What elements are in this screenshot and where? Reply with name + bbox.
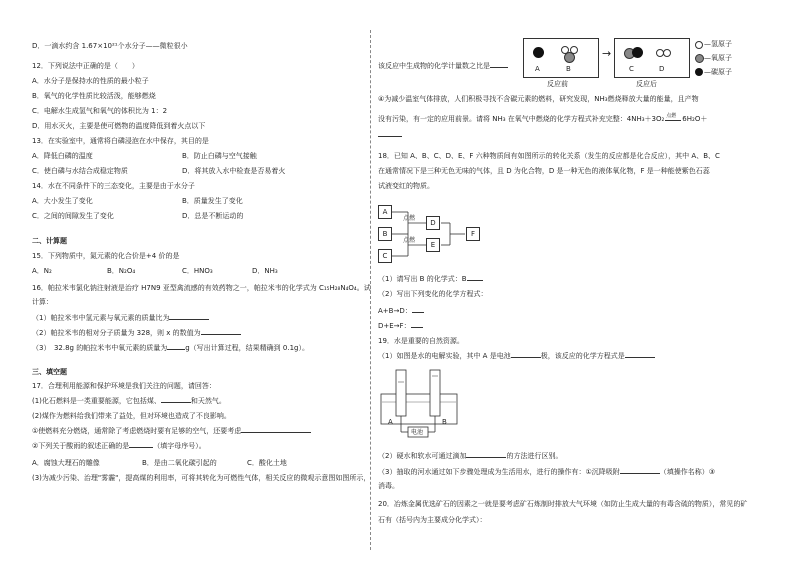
q19-sub3-tail: 消毒。	[378, 482, 399, 490]
answer-blank[interactable]	[241, 432, 311, 433]
q12-option-c: C．电解水生成氢气和氧气的体积比为 1：2	[32, 107, 168, 115]
q12-option-b: B．氧气的化学性质比较活泼，能够燃烧	[32, 92, 156, 100]
q18-sub2: （2）写出下列变化的化学方程式：	[378, 290, 488, 298]
answer-blank[interactable]	[412, 312, 424, 313]
q19-sub3: （3）抽取的河水通过如下步骤处理成为生活用水，进行的操作有：①沉降吸附 （填操作名称）③	[378, 468, 716, 476]
answer-blank[interactable]	[129, 447, 153, 448]
q12-option-d: D．用水灭火，主要是使可燃物的温度降低到着火点以下	[32, 122, 206, 130]
q13-stem: 13．在实验室中，通常将白磷浸泡在水中保存，其目的是	[32, 137, 209, 145]
battery-label: 电池	[411, 429, 424, 436]
molecule-label-d: D	[659, 65, 665, 73]
q14-option-c: C．之间的间隙发生了变化	[32, 212, 114, 220]
arrow-icon: →	[602, 47, 612, 60]
answer-blank[interactable]	[411, 327, 423, 328]
molecule-label-a: A	[535, 65, 540, 73]
q16-sub2: （2）帕拉米韦的相对分子质量为 328，则 x 的数值为	[32, 329, 241, 338]
q17-sub2b: ②下列关于酸雨的叙述正确的是 （填字母序号）。	[32, 442, 206, 450]
q17-sub2a: ①使燃料充分燃烧，通常除了考虑燃烧时要有足够的空气，还要考虑	[32, 427, 311, 436]
flow-node-f: F	[466, 227, 480, 241]
q14-stem: 14．水在不同条件下的三态变化，主要是由于水分子	[32, 182, 195, 190]
legend-oxygen: —氧原子	[704, 54, 732, 62]
q18-stem-2: 在通常情况下是三种无色无味的气体，且 D 为化合物，D 是一种无色的液体氧化物，F 是一种能使紫色石蕊	[378, 167, 710, 175]
answer-blank[interactable]	[625, 357, 655, 358]
molecule-label-c: C	[629, 65, 634, 73]
reaction-ratio-question: 该反应中生成物的化学计量数之比是	[378, 62, 508, 71]
oxygen-legend-icon	[695, 54, 704, 63]
answer-blank[interactable]	[201, 334, 241, 335]
q15-option-b: B．N₂O₄	[107, 267, 136, 275]
q18-stem: 18．已知 A、B、C、D、E、F 六种物质间有如图所示的转化关系（发生的反应都是化合反应），其中 A、B、C	[378, 152, 720, 160]
q14-option-d: D．总是不断运动的	[182, 212, 244, 220]
q14-option-a: A．大小发生了变化	[32, 197, 93, 205]
q18-sub1: （1）请写出 B 的化学式：B	[378, 275, 483, 284]
q19-sub1: （1）如图是水的电解实验，其中 A 是电池 极，该反应的化学方程式是	[378, 352, 655, 361]
q17-sub2: (2)煤作为燃料给我们带来了益处，但对环境也造成了不良影响。	[32, 412, 231, 420]
q20-stem-2: 石有（括号内为主要成分化学式）：	[378, 516, 487, 524]
flow-condition-1: 点燃	[403, 215, 416, 222]
q17-sub2b-option-a: A．腐蚀大理石的雕像	[32, 459, 100, 467]
q18-sub2b: D+E→F：	[378, 322, 423, 331]
q11-option-d: D．一滴水约含 1.67×10²¹个水分子——微粒很小	[32, 42, 188, 50]
conversion-flow-diagram	[378, 198, 498, 270]
answer-blank[interactable]	[169, 319, 209, 320]
q15-option-c: C．HNO₃	[182, 267, 213, 275]
reaction-after-box	[614, 38, 690, 78]
q17-sub2b-option-b: B．是由二氧化碳引起的	[142, 459, 217, 467]
reaction-before-box	[523, 38, 599, 78]
q17-sub4: ④为减少温室气体排放，人们积极寻找不含碳元素的燃料，研究发现，NH₃燃烧释放大量的能量，且产物	[378, 95, 699, 103]
flow-node-a: A	[378, 205, 392, 219]
q13-option-c: C．使白磷与水结合成稳定物质	[32, 167, 128, 175]
hydrogen-legend-icon	[695, 41, 703, 49]
q20-stem: 20．冶炼金属优选矿石的因素之一就是要考虑矿石炼制时排放大气环境（如防止生成大量的有毒含硫的物质），常见的矿	[378, 500, 748, 508]
answer-blank[interactable]	[620, 473, 660, 474]
q16-stem: 16．帕拉米韦氯化钠注射液是治疗 H7N9 亚型禽流感的有效药物之一，帕拉米韦的化学式为 C₁₅H₂₈N₄O₄。试	[32, 284, 371, 292]
q19-stem: 19．水是重要的自然资源。	[378, 337, 464, 345]
hydrogen-atom	[570, 46, 578, 54]
q18-sub2a: A+B→D：	[378, 307, 424, 316]
q16-sub3: （3） 32.8g 的帕拉米韦中氧元素的质量为 g（写出计算过程，结果精确到 0.1g）。	[32, 344, 309, 352]
q12-stem: 12．下列说法中正确的是（ ）	[32, 62, 139, 70]
legend-hydrogen: —氢原子	[704, 40, 732, 48]
answer-blank[interactable]	[161, 402, 191, 403]
flow-node-e: E	[426, 238, 440, 252]
answer-blank[interactable]	[466, 457, 506, 458]
molecule-label-b: B	[566, 65, 571, 73]
legend-carbon: —碳原子	[704, 68, 732, 76]
reaction-before-label: 反应前	[547, 80, 568, 88]
q13-option-d: D．将其放入水中检查是否易着火	[182, 167, 286, 175]
q13-option-b: B．防止白磷与空气接触	[182, 152, 257, 160]
flow-condition-2: 点燃	[403, 237, 416, 244]
answer-blank[interactable]	[167, 349, 185, 350]
electrode-label-b: B	[442, 418, 447, 426]
q15-option-d: D．NH₃	[252, 267, 278, 275]
electrode-label-a: A	[388, 418, 393, 426]
answer-blank[interactable]	[511, 357, 541, 358]
nh3-equation-blank	[378, 131, 402, 140]
carbon-atom	[632, 47, 643, 58]
q17-sub1: (1)化石燃料是一类重要能源，它包括煤、 和天然气。	[32, 397, 226, 405]
answer-blank[interactable]	[490, 67, 508, 68]
q16-stem-2: 计算：	[32, 298, 53, 306]
carbon-legend-icon	[695, 68, 703, 76]
test-tube-a	[396, 370, 406, 416]
q14-option-b: B．质量发生了变化	[182, 197, 243, 205]
hydrogen-atom	[561, 46, 569, 54]
q12-option-a: A．水分子是保持水的性质的最小粒子	[32, 77, 149, 85]
test-tube-b	[430, 370, 440, 416]
reaction-after-label: 反应后	[636, 80, 657, 88]
nh3-equation: 没有污染，有一定的应用前景。请将 NH₃ 在氧气中燃烧的化学方程式补充完整：4NH₃＋3O₂ 点燃 6H₂O＋	[378, 113, 708, 123]
flow-node-b: B	[378, 227, 392, 241]
flow-node-c: C	[378, 249, 392, 263]
q17-sub3: (3)为减少污染、治理"雾霾"，提高煤的利用率，可将其转化为可燃性气体，相关反应的微观示意图如图所示，	[32, 474, 371, 482]
q17-sub2b-option-c: C．酸化土地	[247, 459, 287, 467]
q16-sub1: （1）帕拉米韦中氢元素与氧元素的质量比为	[32, 314, 209, 323]
section-3-heading: 三、填空题	[32, 368, 67, 376]
q13-option-a: A．降低白磷的温度	[32, 152, 93, 160]
q18-stem-3: 试液变红的物质。	[378, 182, 434, 190]
q19-sub2: （2）硬水和软水可通过滴加 的方法进行区别。	[378, 452, 563, 460]
q15-option-a: A．N₂	[32, 267, 52, 275]
reaction-arrow: 点燃	[665, 120, 681, 121]
carbon-atom	[533, 47, 544, 58]
hydrogen-atom	[663, 49, 671, 57]
section-2-heading: 二、计算题	[32, 237, 67, 245]
q15-stem: 15．下列物质中，氮元素的化合价是+4 价的是	[32, 252, 180, 260]
q17-stem: 17．合理利用能源和保护环境是我们关注的问题，请回答：	[32, 382, 216, 390]
flow-node-d: D	[426, 216, 440, 230]
answer-blank[interactable]	[467, 280, 483, 281]
answer-blank[interactable]	[378, 136, 402, 137]
